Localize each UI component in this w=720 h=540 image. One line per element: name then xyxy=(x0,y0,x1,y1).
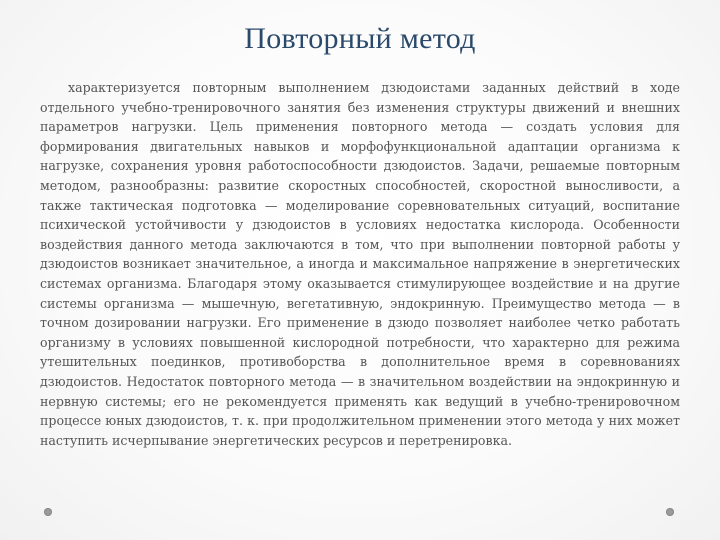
slide-body-text: характеризуется повторным выполнением дзюдоистами заданных действий в ходе отдельного учебно-тренировочного занятия без изменения структуры движений и внешних параметров нагрузки. Цель применения повторного метода — создать условия для формирования двигательных навыков и морфофункциональной адаптации организма к нагрузке, сохранения уровня работоспособности дзюдоистов. Задачи, решаемые повторным методом, разнообразны: развитие скоростных способностей, скоростной выносливости, а также тактическая подготовка — моделирование соревновательных ситуаций, воспитание психической устойчивости у дзюдоистов в условиях недостатка кислорода. Особенности воздействия данного метода заключаются в том, что при выполнении повторной работы у дзюдоистов возникает значительное, а иногда и максимальное напряжение в энергетических системах организма. Благодаря этому оказывается стимулирующее воздействие и на другие системы организма — мышечную, вегетативную, эндокринную. Преимущество метода — в точном дозировании нагрузки. Его применение в дзюдо позволяет наиболее четко работать организму в условиях повышенной кислородной потребности, что характерно для режима утешительных поединков, противоборства в дополнительное время в соревнованиях дзюдоистов. Недостаток повторного метода — в значительном воздействии на эндокринную и нервную системы; его не рекомендуется применять как ведущий в учебно-тренировочном процессе юных дзюдоистов, т. к. при продолжительном применении этого метода у них может наступить исчерпывание энергетических ресурсов и перетренировка. xyxy=(40,80,680,448)
slide-footer-decoration xyxy=(0,508,720,520)
slide-title: Повторный метод xyxy=(244,22,476,55)
right-bullet-dot-icon xyxy=(666,508,674,516)
left-bullet-dot-icon xyxy=(44,508,52,516)
